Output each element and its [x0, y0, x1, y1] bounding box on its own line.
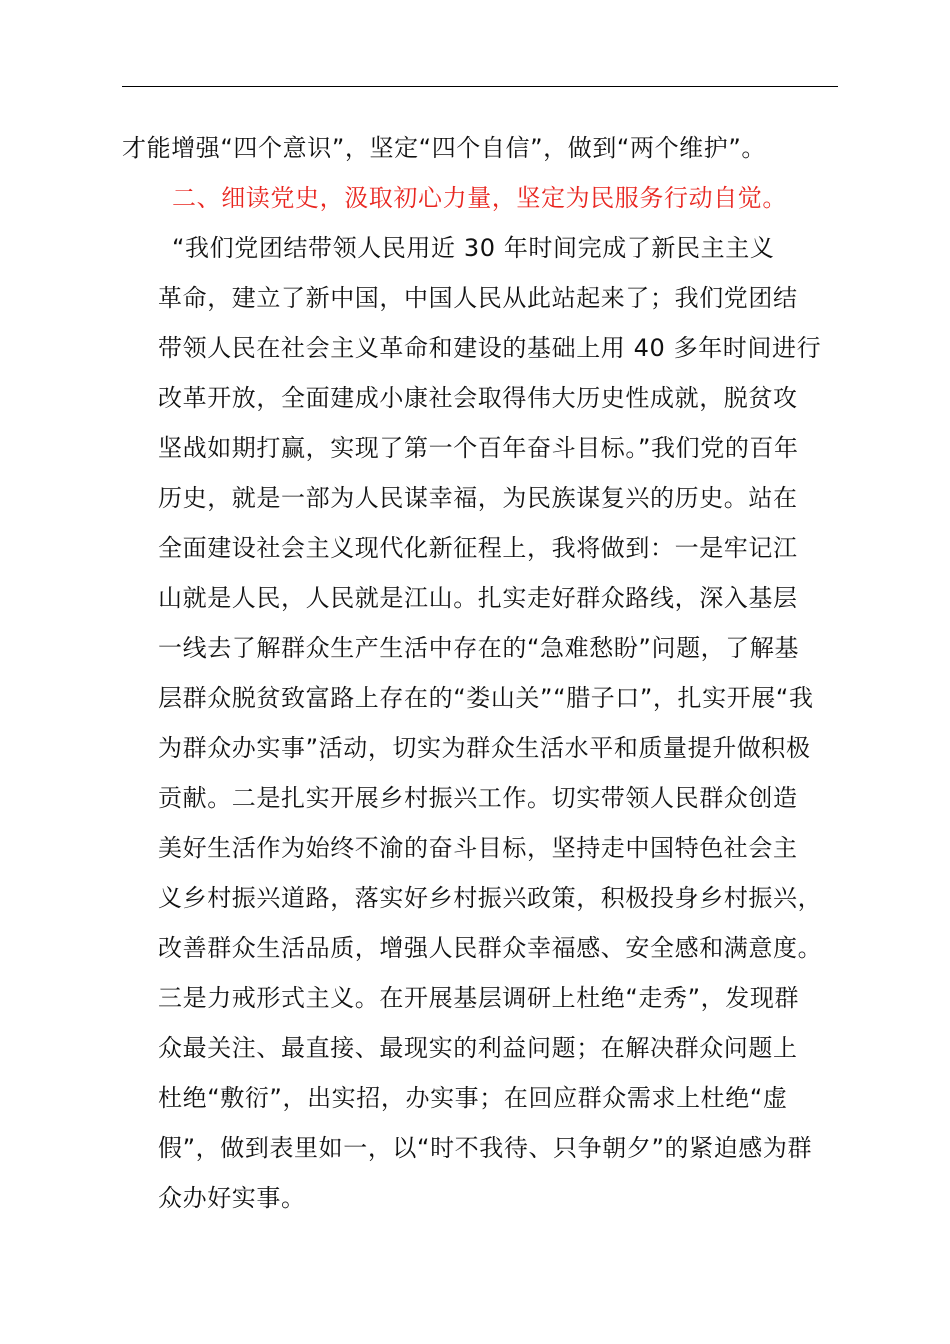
text-line: 带领人民在社会主义革命和建设的基础上用 40 多年时间进行 — [158, 334, 822, 362]
text-line: 革命，建立了新中国，中国人民从此站起来了；我们党团结 — [158, 284, 798, 312]
text-line: 美好生活作为始终不渝的奋斗目标，坚持走中国特色社会主 — [158, 834, 798, 862]
text-line: 层群众脱贫致富路上存在的“娄山关”“腊子口”，扎实开展“我 — [158, 684, 814, 712]
text-line: 义乡村振兴道路，落实好乡村振兴政策，积极投身乡村振兴， — [158, 884, 823, 912]
text-line: 才能增强“四个意识”，坚定“四个自信”，做到“两个维护”。 — [122, 134, 766, 162]
text-line: 一线去了解群众生产生活中存在的“急难愁盼”问题，了解基 — [158, 634, 800, 662]
text-line: 山就是人民，人民就是江山。扎实走好群众路线，深入基层 — [158, 584, 798, 612]
text-line: 众办好实事。 — [158, 1184, 306, 1212]
text-line: 全面建设社会主义现代化新征程上，我将做到：一是牢记江 — [158, 534, 798, 562]
text-line: “我们党团结带领人民用近 30 年时间完成了新民主主义 — [172, 234, 775, 262]
text-line: 众最关注、最直接、最现实的利益问题；在解决群众问题上 — [158, 1034, 798, 1062]
text-line: 贡献。二是扎实开展乡村振兴工作。切实带领人民群众创造 — [158, 784, 798, 812]
text-line: 改革开放，全面建成小康社会取得伟大历史性成就，脱贫攻 — [158, 384, 798, 412]
text-line: 坚战如期打赢，实现了第一个百年奋斗目标。”我们党的百年 — [158, 434, 799, 462]
section-heading: 二、细读党史，汲取初心力量，坚定为民服务行动自觉。 — [172, 184, 787, 212]
text-line: 历史，就是一部为人民谋幸福，为民族谋复兴的历史。站在 — [158, 484, 798, 512]
text-line: 改善群众生活品质，增强人民群众幸福感、安全感和满意度。 — [158, 934, 823, 962]
text-line: 三是力戒形式主义。在开展基层调研上杜绝“走秀”，发现群 — [158, 984, 800, 1012]
text-line: 杜绝“敷衍”，出实招，办实事；在回应群众需求上杜绝“虚 — [158, 1084, 788, 1112]
text-line: 为群众办实事”活动，切实为群众生活水平和质量提升做积极 — [158, 734, 811, 762]
text-line: 假”，做到表里如一，以“时不我待、只争朝夕”的紧迫感为群 — [158, 1134, 813, 1162]
header-rule — [122, 86, 838, 87]
